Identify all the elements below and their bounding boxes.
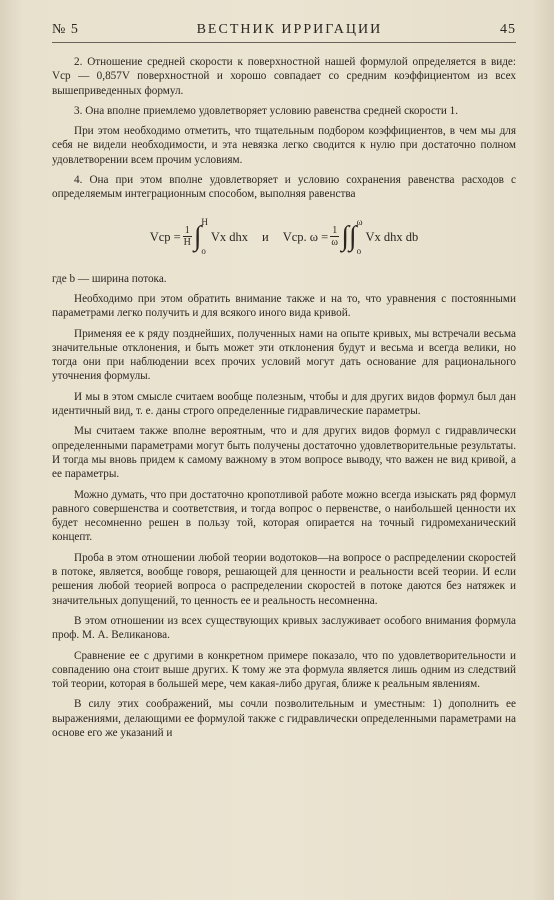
paragraph: Проба в этом отношении любой теории водотоков—на вопросе о распределении скоростей в потоке, является, вообще говоря, решающей для ценности и реальности всей теории. И если решения любой теорией вопроса о распределении скоростей в потоке даются без натяжек и значительных допущений, то ценность ее и реальность несомненна. [52, 551, 516, 607]
integrand-2: Vx dhx db [365, 229, 419, 244]
fraction-1: $\frac{1}{H}$ [183, 225, 191, 249]
integral-limits-1: H o [201, 216, 208, 257]
issue-number: № 5 [52, 22, 79, 37]
integral-limits-2: ω o [356, 216, 363, 257]
paragraph: Необходимо при этом обратить внимание также и на то, что уравнения с постоянными параметрами легко получить и для всякого иного вида кривой. [52, 292, 516, 320]
paragraph: 3. Она вполне приемлемо удовлетворяет условию равенства средней скорости 1. [74, 104, 459, 117]
page-number: 45 [499, 22, 516, 37]
article-body [52, 55, 516, 740]
formula-lhs-2: Vср. ω = [282, 229, 329, 244]
paragraph: 2. Отношение средней скорости к поверхностной нашей формулой определяется в виде: Vср — 0,857V поверхностной и хорошо совпадает со средним коэффициентом из всех вышеприведенных формул. [52, 56, 516, 97]
paragraph: В силу этих соображений, мы сочли позволительным и уместным: 1) дополнить ее выражениями, делающими ее формулой также с гидравлически определенными параметрами на основе его же указаний и [52, 698, 516, 739]
double-integral-sign-icon: ∫∫ [341, 220, 357, 252]
integral-formula [52, 208, 516, 266]
integral-sign-icon: ∫ [193, 220, 202, 252]
formula-conjunction: и [262, 229, 269, 244]
paragraph: В этом отношении из всех существующих кривых заслуживает особого внимания формула проф. М. А. Великанова. [52, 614, 516, 642]
paragraph: Мы считаем также вполне вероятным, что и для других видов формул с гидравлически определенными параметрами могут быть получены достаточно удовлетворительные результаты. И тогда мы вновь придем к самому важному в этом вопросе выводу, что важен не вид кривой, а ее параметры. [52, 425, 516, 481]
formula-explanation: где b — ширина потока. [52, 272, 167, 285]
running-header [52, 22, 516, 43]
paragraph: Применяя ее к ряду позднейших, полученных нами на опыте кривых, мы встречали весьма значительные отклонения, и быть может эти отклонения будут и весьма и всегда велики, но тогда они при наблюдении всех прочих условий могут дать основание для рационального уточнения формулы. [52, 327, 516, 383]
fraction-2: $\frac{1}{\omega}$ [331, 225, 339, 249]
paragraph: Можно думать, что при достаточно кропотливой работе можно всегда изыскать ряд формул равного совершенства и соответствия, и тогда вопрос о первенстве, о наибольшей ценности их будет несомненно решен в пользу той, которая опирается на точный гидромеханический концепт. [52, 488, 516, 544]
paragraph: И мы в этом смысле считаем вообще полезным, чтобы и для других видов формул был дан идентичный вид, т. е. даны строго определенные гидравлические параметры. [52, 390, 516, 418]
journal-title: ВЕСТНИК ИРРИГАЦИИ [196, 22, 383, 37]
integrand-1: Vx dhx [210, 229, 249, 244]
paragraph: 4. Она при этом вполне удовлетворяет и условию сохранения равенства расходов с определяемым интеграционным способом, выполняя равенства [52, 174, 516, 201]
formula-lhs-1: Vср = [149, 229, 181, 244]
paragraph: Сравнение ее с другими в конкретном примере показало, что по удовлетворительности и совпадению она стоит выше других. К тому же эта формула является лишь одним из следствий той теории, которая в большей мере, чем какая-либо другая, ближе к реальным явлениям. [52, 649, 516, 691]
paragraph: При этом необходимо отметить, что тщательным подбором коэффициентов, в чем мы для себя не видели необходимости, и эта невязка легко сводится к нулю при достаточно полном удовлетворении всем прочим условиям. [52, 125, 516, 166]
